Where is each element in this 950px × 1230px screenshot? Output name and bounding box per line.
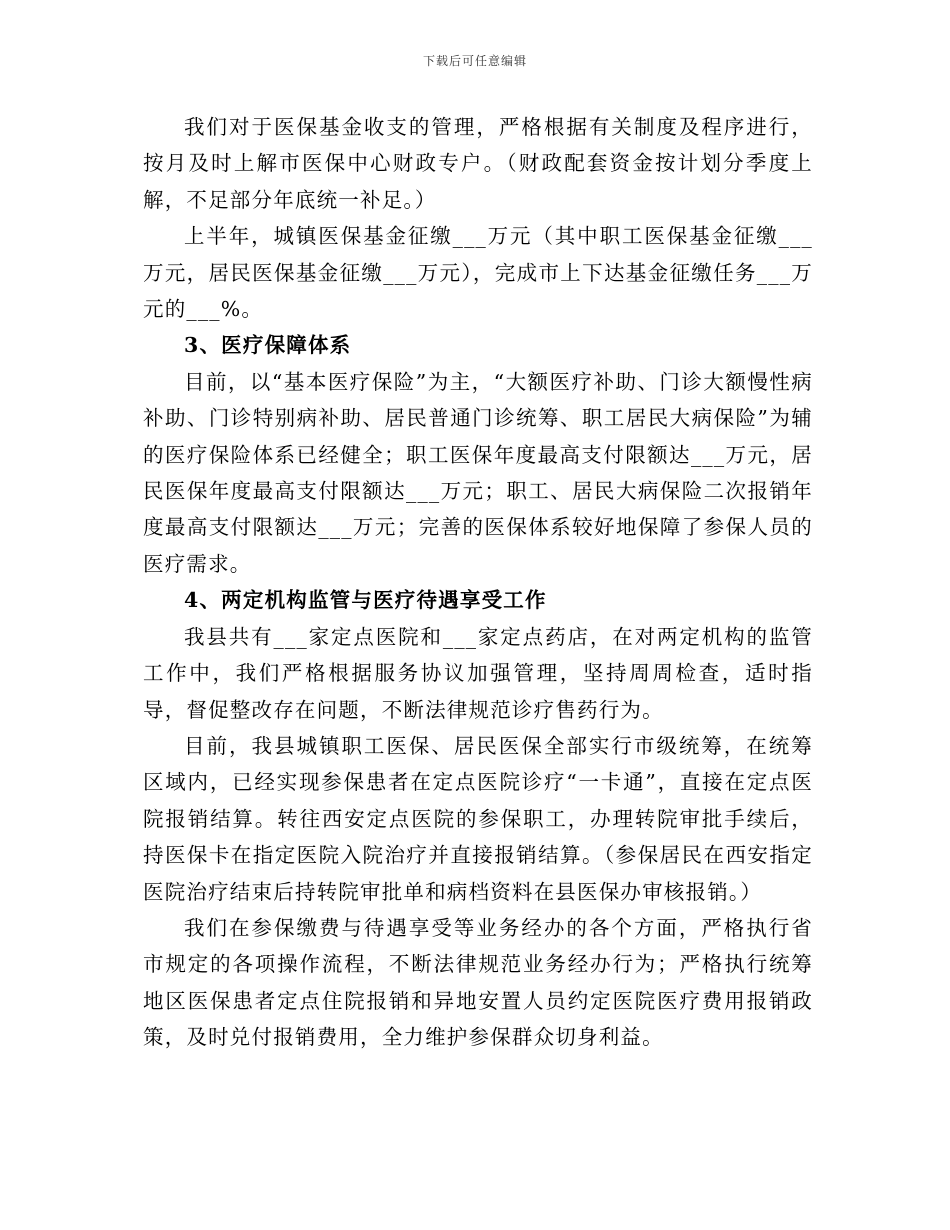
paragraph-insurance-system: 目前，以“基本医疗保险”为主，“大额医疗补助、门诊大额慢性病补助、门诊特别病补助、居民普通门诊统筹、职工居民大病保险”为辅的医疗保险体系已经健全；职工医保年度最高支付限额达___万元，居民医保年度最高支付限额达___万元；职工、居民大病保险二次报销年度最高支付限额达___万元；完善的医保体系较好地保障了参保人员的医疗需求。 (143, 369, 813, 576)
paragraph-municipal-coordination: 目前，我县城镇职工医保、居民医保全部实行市级统筹，在统筹区域内，已经实现参保患者在定点医院诊疗“一卡通”，直接在定点医院报销结算。转往西安定点医院的参保职工，办理转院审批手续后，持医保卡在指定医院入院治疗并直接报销结算。（参保居民在西安指定医院治疗结束后持转院审批单和病档资料在县医保办审核报销。） (143, 733, 813, 904)
section-heading-institution-supervision: 4、两定机构监管与医疗待遇享受工作 (184, 588, 547, 613)
paragraph-business-handling: 我们在参保缴费与待遇享受等业务经办的各个方面，严格执行省市规定的各项操作流程，不断法律规范业务经办行为；严格执行统筹地区医保患者定点住院报销和异地安置人员约定医院医疗费用报销政策，及时兑付报销费用，全力维护参保群众切身利益。 (143, 915, 813, 1050)
document-body (143, 109, 813, 1056)
paragraph-fund-collection: 上半年，城镇医保基金征缴___万元（其中职工医保基金征缴___万元，居民医保基金征缴___万元），完成市上下达基金征缴任务___万元的___%。 (143, 224, 813, 322)
paragraph-designated-institutions: 我县共有___家定点医院和___家定点药店，在对两定机构的监管工作中，我们严格根据服务协议加强管理，坚持周周检查，适时指导，督促整改存在问题，不断法律规范诊疗售药行为。 (143, 624, 813, 722)
section-heading-medical-security-system: 3、医疗保障体系 (184, 333, 352, 358)
paragraph-fund-management: 我们对于医保基金收支的管理，严格根据有关制度及程序进行，按月及时上解市医保中心财政专户。（财政配套资金按计划分季度上解，不足部分年底统一补足。） (143, 115, 813, 212)
page-header: 下载后可任意编辑 (422, 54, 527, 68)
